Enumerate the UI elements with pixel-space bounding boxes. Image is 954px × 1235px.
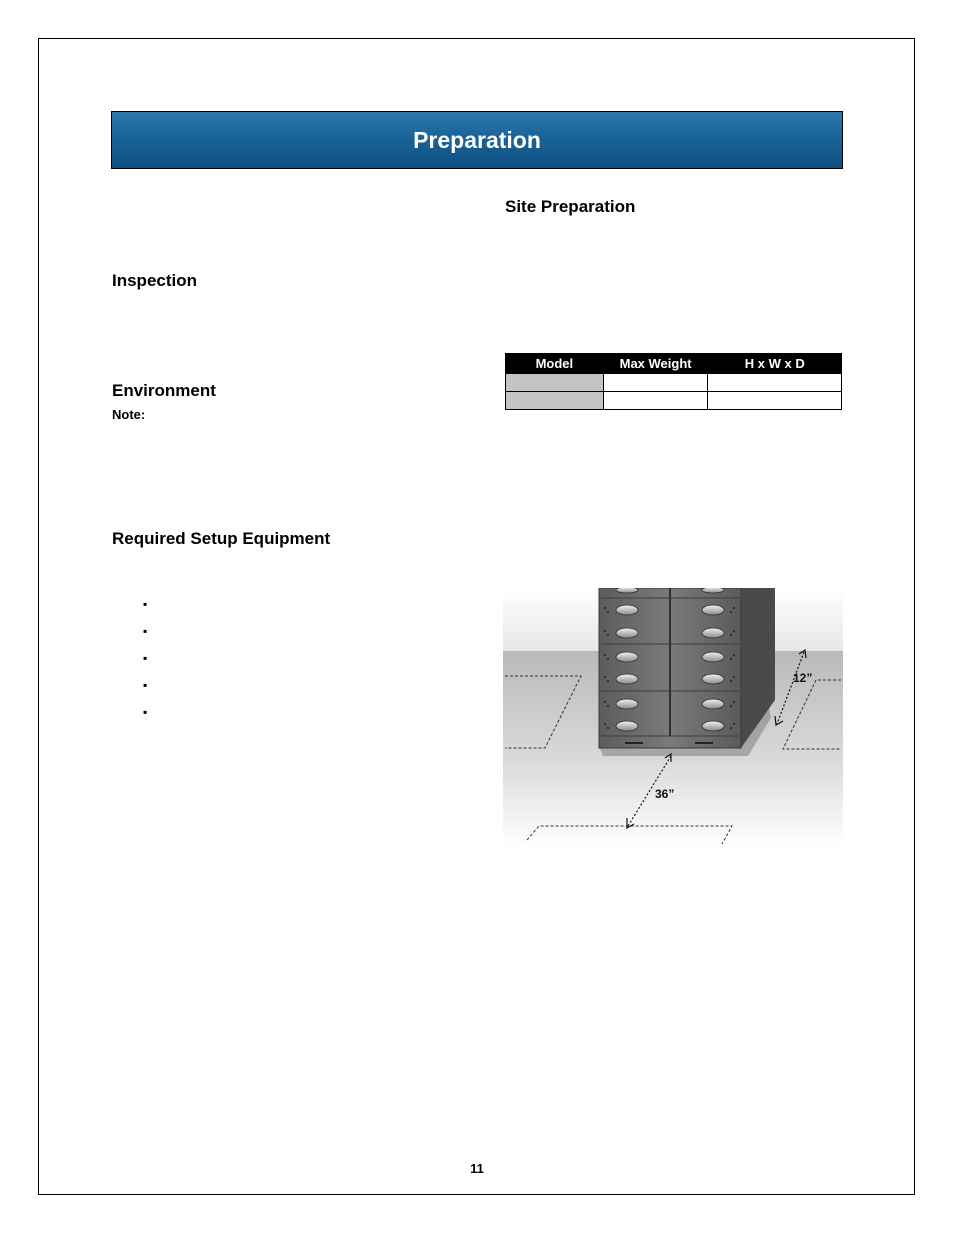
table-row xyxy=(506,392,842,410)
equipment-bullet-list xyxy=(143,596,147,731)
column-header-model: Model xyxy=(506,354,604,374)
bullet-item: ▪ xyxy=(143,651,148,665)
page-title: Preparation xyxy=(413,126,541,153)
table-cell-dimensions xyxy=(708,374,842,392)
table-cell-max-weight xyxy=(603,374,708,392)
bullet-item: ▪ xyxy=(143,678,148,692)
table-cell-max-weight xyxy=(603,392,708,410)
column-header-max-weight: Max Weight xyxy=(603,354,708,374)
front-clearance-label: 36” xyxy=(655,787,675,801)
note-label: Note: xyxy=(112,407,146,422)
column-header-dimensions: H x W x D xyxy=(708,354,842,374)
title-banner xyxy=(111,111,843,169)
table-row xyxy=(506,374,842,392)
bullet-item: ▪ xyxy=(143,705,148,719)
environment-heading: Environment xyxy=(112,381,216,400)
model-spec-table xyxy=(505,353,842,410)
table-cell-dimensions xyxy=(708,392,842,410)
table-cell-model xyxy=(506,374,604,392)
required-setup-equipment-heading: Required Setup Equipment xyxy=(112,529,331,548)
inspection-heading: Inspection xyxy=(112,271,198,290)
side-clearance-label: 12” xyxy=(793,671,813,685)
bullet-item: ▪ xyxy=(143,597,148,611)
table-header-row xyxy=(506,354,842,374)
site-preparation-heading: Site Preparation xyxy=(505,197,636,216)
page-number: 11 xyxy=(470,1161,484,1176)
bullet-item: ▪ xyxy=(143,624,148,638)
table-cell-model xyxy=(506,392,604,410)
rack-clearance-figure xyxy=(503,588,843,846)
